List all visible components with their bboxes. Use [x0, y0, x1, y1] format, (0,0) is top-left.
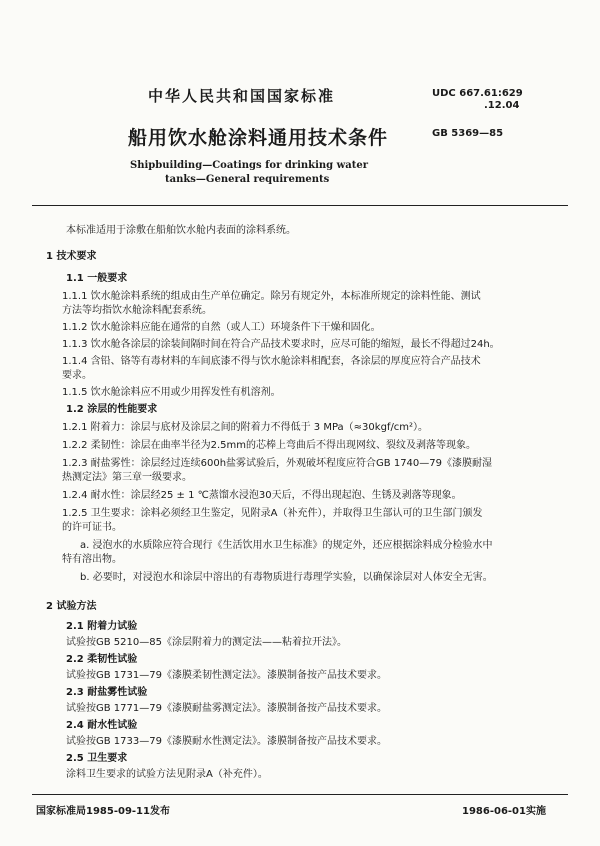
clause-1-2-5-item-b: b. 必要时，对浸泡水和涂层中溶出的有毒物质进行毒理学实验，以确保涂层对人体安全无害。: [80, 572, 493, 583]
section-2-heading: 2 试验方法: [46, 601, 97, 612]
scope-paragraph: 本标准适用于涂敷在船舶饮水舱内表面的涂料系统。: [66, 225, 296, 236]
section-2-5-text: 涂料卫生要求的试验方法见附录A（补充件）。: [66, 769, 268, 780]
clause-1-1-3: 1.1.3 饮水舱各涂层的涂装间隔时间在符合产品技术要求时，应尽可能的缩短，最长不得超过24h。: [62, 339, 500, 350]
section-2-3-heading: 2.3 耐盐雾性试验: [66, 687, 148, 698]
clause-1-1-2: 1.1.2 饮水舱涂料应能在通常的自然（或人工）环境条件下干燥和固化。: [62, 322, 381, 333]
clause-1-2-4: 1.2.4 耐水性：涂层经25 ± 1 ℃蒸馏水浸泡30天后，不得出现起泡、生锈及剥落等现象。: [62, 490, 462, 501]
section-2-5-heading: 2.5 卫生要求: [66, 753, 128, 764]
english-title-line2: tanks—General requirements: [165, 174, 330, 185]
clause-1-1-5: 1.1.5 饮水舱涂料应不用或少用挥发性有机溶剂。: [62, 387, 281, 398]
section-2-2-text: 试验按GB 1731—79《漆膜柔韧性测定法》。漆膜制备按产品技术要求。: [66, 670, 387, 681]
section-1-1-heading: 1.1 一般要求: [66, 273, 128, 284]
udc-code: UDC 667.61:629: [432, 88, 523, 99]
clause-1-2-3: 1.2.3 耐盐雾性：涂层经过连续600h盐雾试验后，外观破坏程度应符合GB 1740—79《漆膜耐湿: [62, 458, 493, 469]
gb-number: GB 5369—85: [432, 128, 504, 139]
clause-1-2-5: 1.2.5 卫生要求：涂料必须经卫生鉴定，见附录A（补充件），并取得卫生部认可的卫生部门颁发: [62, 508, 483, 519]
clause-1-1-4-cont: 要求。: [62, 370, 92, 381]
standard-title: 船用饮水舱涂料通用技术条件: [128, 127, 389, 149]
section-2-4-text: 试验按GB 1733—79《漆膜耐水性测定法》。漆膜制备按产品技术要求。: [66, 736, 387, 747]
footer-divider: [32, 794, 568, 795]
section-2-4-heading: 2.4 耐水性试验: [66, 720, 138, 731]
header-divider: [32, 205, 568, 206]
issue-date: 国家标准局1985-09-11发布: [36, 806, 170, 817]
clause-1-2-1: 1.2.1 附着力：涂层与底材及涂层之间的附着力不得低于 3 MPa（≈30kgf/cm²）。: [62, 422, 429, 433]
clause-1-1-1-cont: 方法等均指饮水舱涂料配套系统。: [62, 305, 212, 316]
section-1-heading: 1 技术要求: [46, 251, 97, 262]
section-2-2-heading: 2.2 柔韧性试验: [66, 654, 138, 665]
section-1-2-heading: 1.2 涂层的性能要求: [66, 404, 158, 415]
clause-1-2-5-cont: 的许可证书。: [62, 522, 122, 533]
section-2-1-text: 试验按GB 5210—85《涂层附着力的测定法——粘着拉开法》。: [66, 637, 347, 648]
clause-1-2-3-cont: 热测定法》第三章一级要求。: [62, 472, 192, 483]
english-title-line1: Shipbuilding—Coatings for drinking water: [130, 160, 368, 171]
clause-1-2-5-item-a: a. 浸泡水的水质除应符合现行《生活饮用水卫生标准》的规定外，还应根据涂料成分检验水中: [80, 540, 493, 551]
section-2-3-text: 试验按GB 1771—79《漆膜耐盐雾测定法》。漆膜制备按产品技术要求。: [66, 703, 387, 714]
section-2-1-heading: 2.1 附着力试验: [66, 621, 138, 632]
clause-1-1-1: 1.1.1 饮水舱涂料系统的组成由生产单位确定。除另有规定外，本标准所规定的涂料性能、测试: [62, 291, 481, 302]
clause-1-2-2: 1.2.2 柔韧性：涂层在曲率半径为2.5mm的芯棒上弯曲后不得出现网纹、裂纹及剥落等现象。: [62, 440, 477, 451]
udc-code-line2: .12.04: [484, 100, 520, 111]
issuing-country-label: 中华人民共和国国家标准: [148, 87, 336, 105]
clause-1-2-5-item-a-cont: 特有溶出物。: [62, 554, 122, 565]
effective-date: 1986-06-01实施: [462, 806, 546, 817]
clause-1-1-4: 1.1.4 含铅、铬等有毒材料的车间底漆不得与饮水舱涂料相配套，各涂层的厚度应符合产品技术: [62, 356, 481, 367]
